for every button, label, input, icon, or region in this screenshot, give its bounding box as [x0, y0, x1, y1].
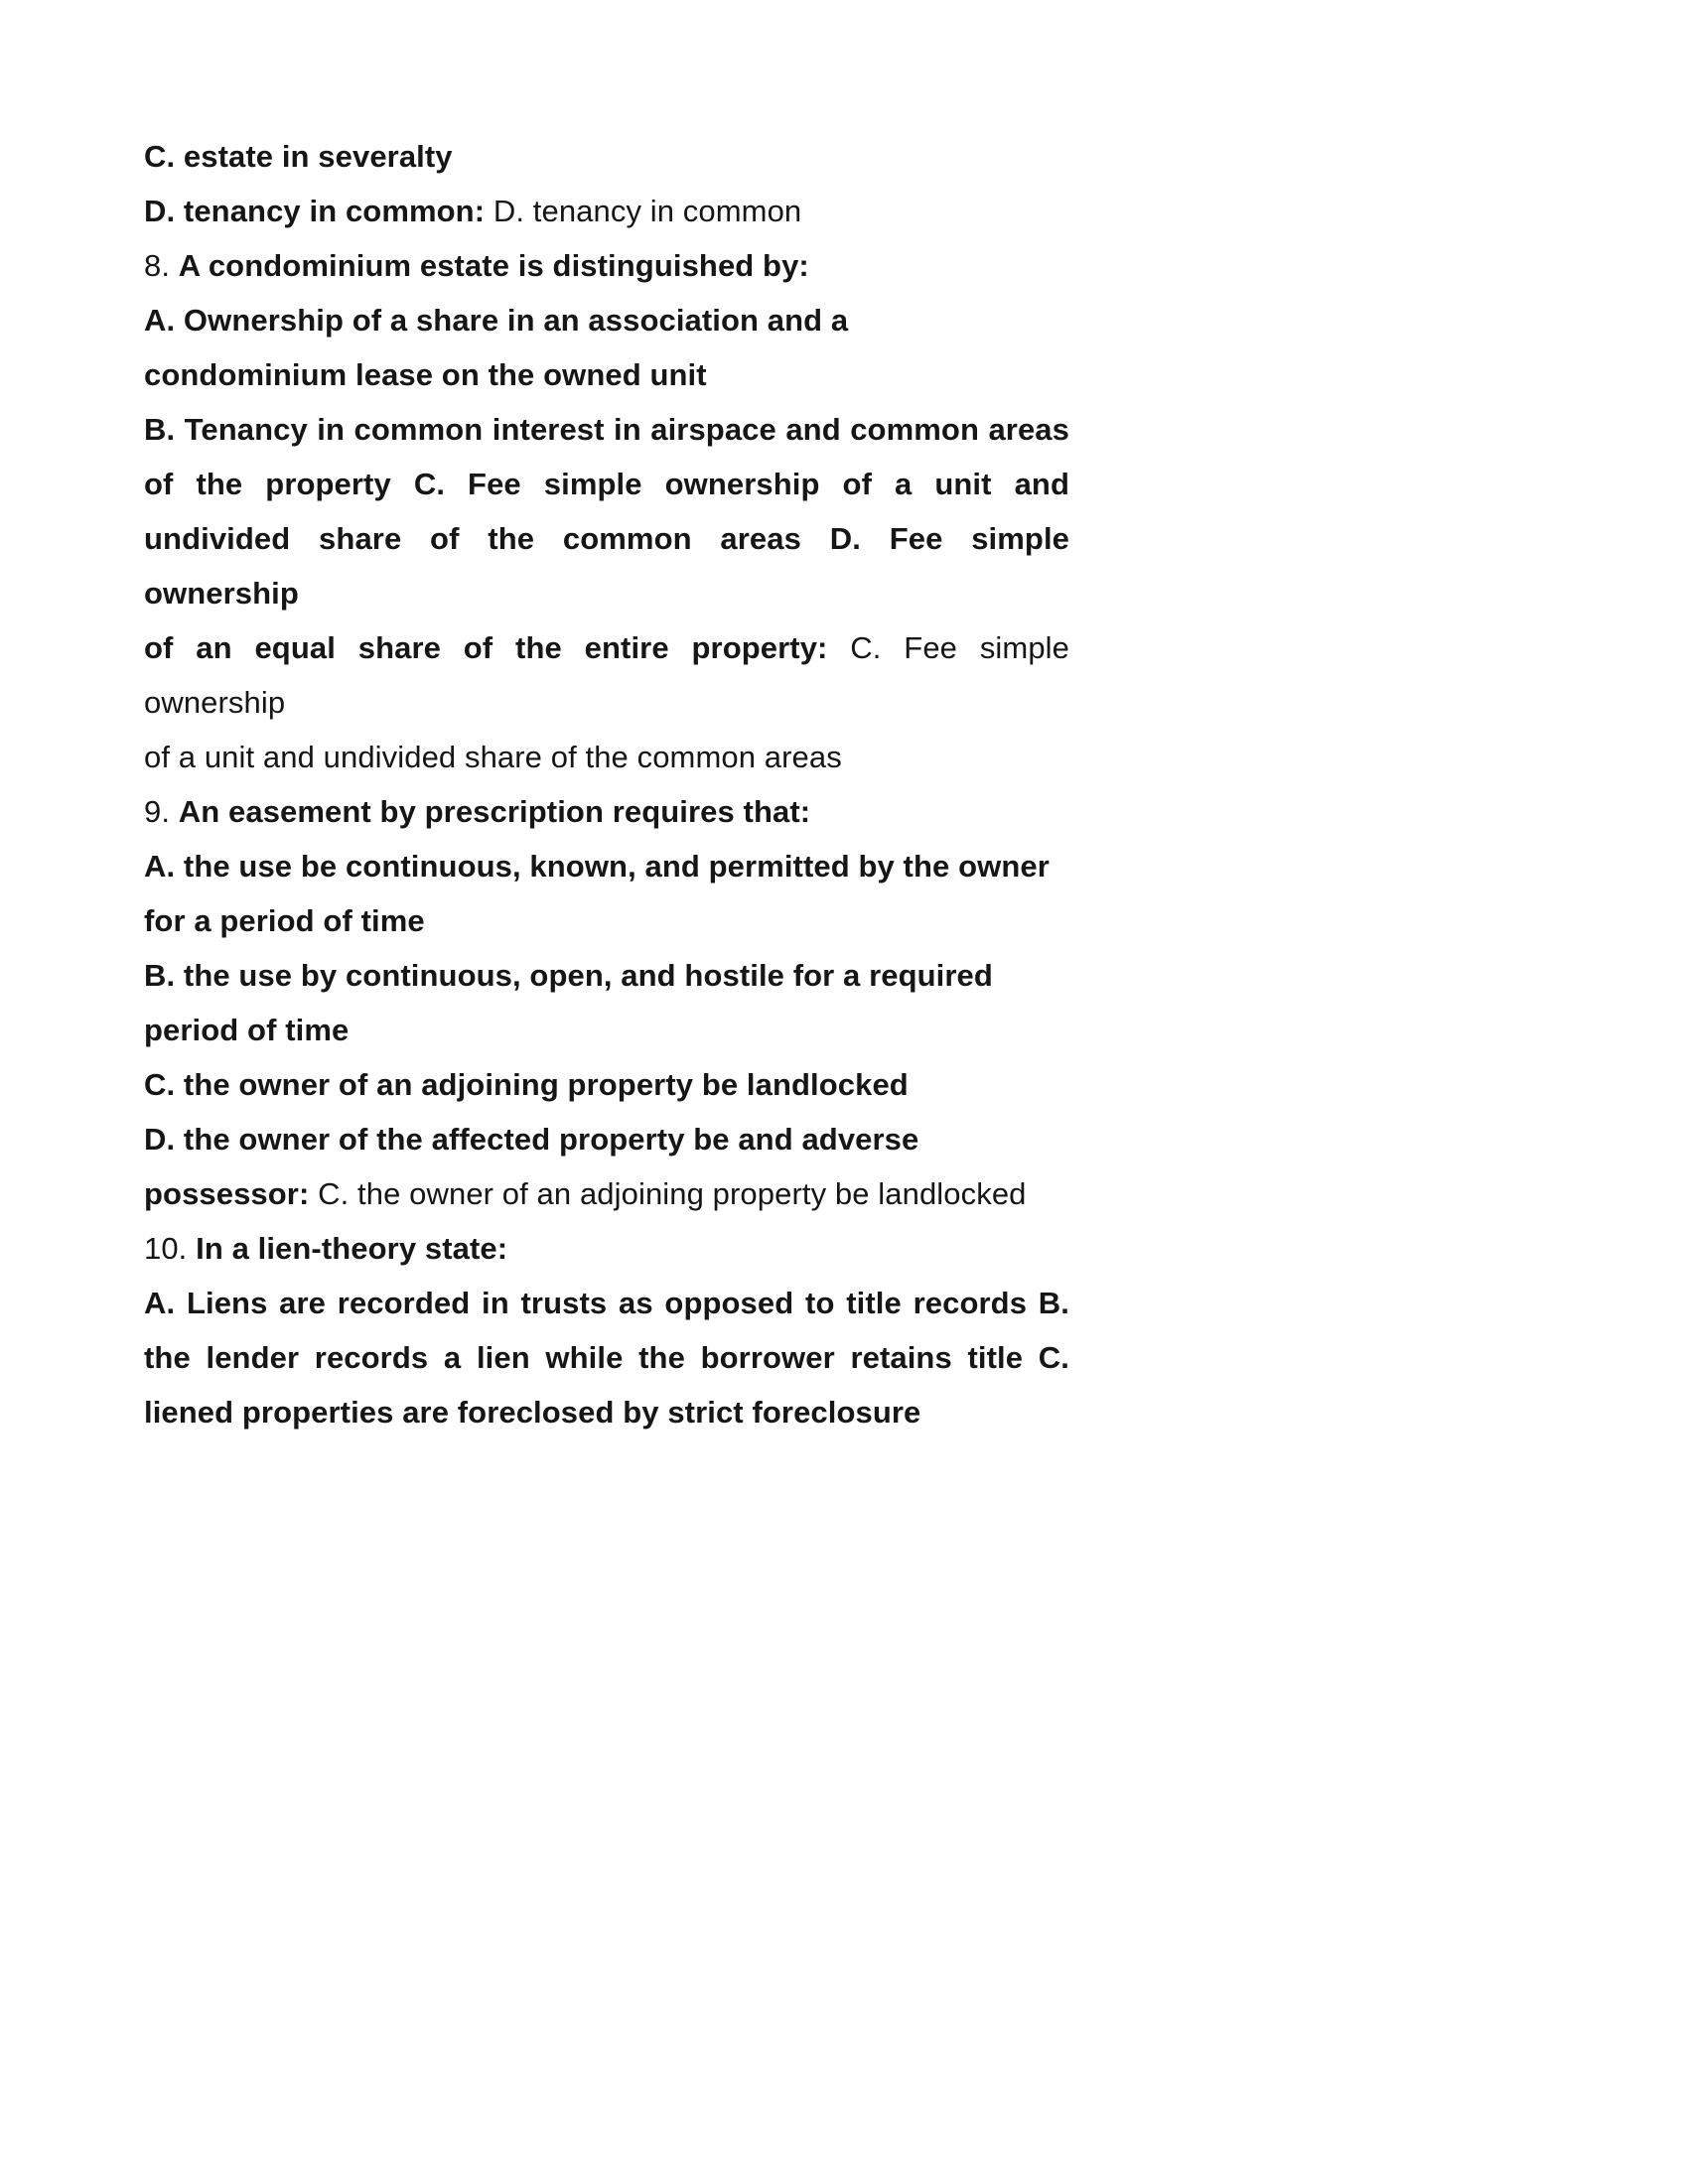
text-line [144, 1221, 1069, 1276]
text-line [144, 347, 1069, 402]
text-line [144, 1003, 1069, 1057]
text-segment: 10. [144, 1231, 197, 1266]
text-segment: undivided share of the common areas D. Fee simple ownership [144, 521, 1069, 611]
text-segment: D. tenancy in common [492, 194, 802, 228]
text-segment: C. the owner of an adjoining property be landlocked [144, 1067, 909, 1102]
text-line [144, 1112, 1069, 1166]
text-line [144, 457, 1069, 511]
text-segment: of a unit and undivided share of the common areas [144, 740, 842, 774]
document-body [144, 129, 1069, 1439]
text-segment: C. Fee simple ownership [144, 630, 1070, 720]
text-line [144, 184, 1069, 238]
text-segment: for a period of time [144, 903, 425, 938]
text-line [144, 129, 1069, 184]
text-line [144, 620, 1069, 730]
text-line [144, 1385, 1069, 1439]
text-line [144, 839, 1069, 893]
text-segment: A condominium estate is distinguished by: [178, 248, 809, 283]
text-segment: the lender records a lien while the borrower retains title C. [144, 1340, 1069, 1375]
text-line [144, 948, 1069, 1003]
text-segment: C. the owner of an adjoining property be landlocked [318, 1176, 1027, 1211]
text-line [144, 402, 1069, 457]
text-segment: D. the owner of the affected property be and adverse [144, 1122, 919, 1157]
text-segment: 9. [144, 794, 179, 829]
text-line [144, 730, 1069, 784]
text-segment: B. the use by continuous, open, and hostile for a required [144, 958, 993, 993]
text-segment: An easement by prescription requires that: [178, 794, 811, 829]
text-line [144, 1330, 1069, 1385]
text-segment: of the property C. Fee simple ownership of a unit and [144, 467, 1069, 501]
text-segment: C. estate in severalty [144, 139, 453, 174]
text-segment: possessor: [144, 1176, 319, 1211]
text-line [144, 511, 1069, 620]
text-segment: B. Tenancy in common interest in airspace and common areas [144, 412, 1069, 447]
text-segment: A. Ownership of a share in an association and a [144, 303, 849, 338]
text-segment: period of time [144, 1013, 350, 1047]
text-line [144, 1057, 1069, 1112]
text-segment: D. tenancy in common: [144, 194, 493, 228]
text-line [144, 238, 1069, 293]
text-segment: A. Liens are recorded in trusts as opposed to title records B. [144, 1286, 1069, 1320]
text-segment: A. the use be continuous, known, and permitted by the owner [144, 849, 1050, 884]
text-line [144, 1276, 1069, 1330]
text-segment: of an equal share of the entire property: [144, 630, 851, 665]
text-segment: condominium lease on the owned unit [144, 357, 707, 392]
text-segment: In a lien-theory state: [196, 1231, 508, 1266]
text-line [144, 1166, 1069, 1221]
text-segment: 8. [144, 248, 179, 283]
text-segment: liened properties are foreclosed by strict foreclosure [144, 1395, 921, 1430]
text-line [144, 893, 1069, 948]
text-line [144, 293, 1069, 347]
text-line [144, 784, 1069, 839]
